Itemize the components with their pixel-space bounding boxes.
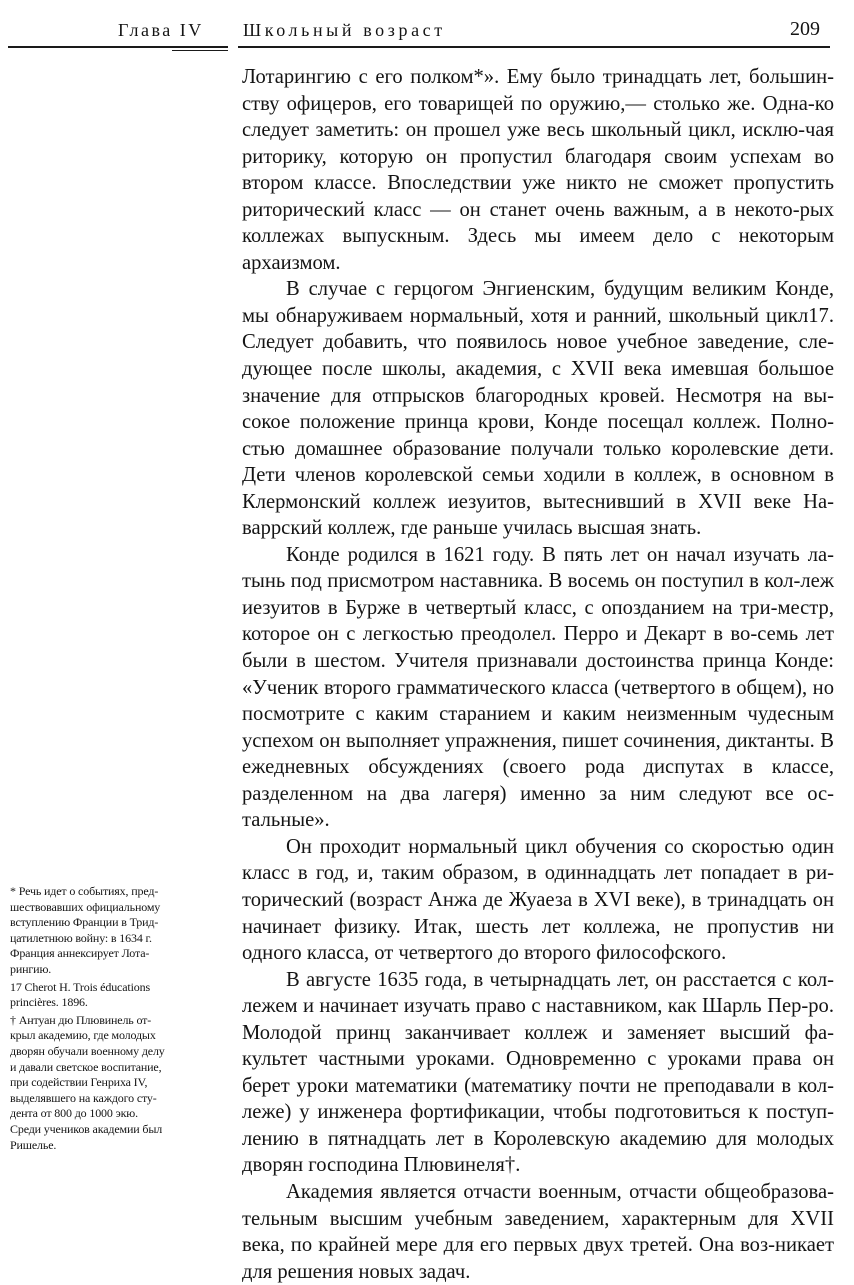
text-line: риторический класс — он станет очень важным, а в некото- [242, 198, 800, 221]
footnote-line: шествовавших официальному [10, 899, 161, 914]
text-line: он начинает физику. Итак, шесть лет коллежа, не пропустив ни [242, 888, 834, 938]
text-line: чая риторику, которую он пропустил благодаря своим успехам во [242, 119, 834, 168]
text-line: ро. Молодой принц заканчивает коллеж и заменяет высший фа- [242, 995, 834, 1044]
text-line: леже) у инженера фортификации, чтобы подготовиться к поступ- [242, 1101, 834, 1124]
running-header [0, 0, 854, 60]
text-line: XVII века, по крайней мере для его первых двух третей. Она воз- [242, 1207, 834, 1257]
footnote-line: цатилетнюю войну: в 1634 г. [10, 930, 152, 945]
text-line: класс в год, и, таким образом, в одиннадцать лет попадает в ри- [242, 862, 834, 885]
chapter-title: Школьный возраст [243, 20, 446, 40]
footnote-line: выделявшего на каждого сту- [10, 1090, 157, 1105]
footnote-line: при содействии Генриха IV, [10, 1075, 148, 1090]
text-line: торический (возраст Анжа де Жуаеза в XVI веке), в тринадцать [242, 888, 807, 911]
text-line: Академия является отчасти военным, отчасти общеобразова- [286, 1180, 834, 1203]
body-paragraph [242, 967, 834, 1179]
text-line: Лотарингию с его полком*». Ему было тринадцать лет, большин- [242, 66, 834, 88]
text-line: тынь под присмотром наставника. В восемь он поступил в кол- [242, 570, 801, 593]
footnote-line: и давали светское воспитание, [10, 1059, 162, 1074]
footnote-line: princières. 1896. [10, 995, 88, 1010]
text-line: втором классе. Впоследствии уже никто не сможет пропустить [242, 172, 834, 195]
text-line: Дети членов королевской семьи ходили в коллеж, в основном в [242, 464, 834, 487]
text-line: варрский коллеж, где раньше училась высшая знать. [242, 517, 702, 540]
text-line: одного класса, от четвертого до второго философского. [242, 942, 727, 965]
text-line: диктанты. В ежедневных обсуждениях (своего рода диспутах в [242, 729, 834, 779]
text-line: тальные». [242, 809, 330, 832]
footnotes [10, 884, 210, 1155]
footnote-line: Среди учеников академии был [10, 1121, 163, 1136]
header-rule-short [172, 50, 228, 51]
text-line: В августе 1635 года, в четырнадцать лет, он расстается с кол- [286, 968, 834, 991]
footnote-line: крыл академию, где молодых [10, 1028, 156, 1043]
body-paragraph [242, 542, 834, 834]
footnote-line: Франция аннексирует Лота- [10, 946, 150, 961]
text-line: общем), но посмотрите с каким старанием и каким неизменным [242, 676, 834, 726]
footnote-line: 17 Cherot H. Trois éducations [10, 979, 150, 994]
footnote-line: дента от 800 до 1000 экю. [10, 1106, 138, 1121]
body-paragraph [242, 64, 834, 276]
text-line: ству офицеров, его товарищей по оружию,— столько же. Одна- [242, 92, 815, 115]
text-line: мы обнаруживаем нормальный, хотя и ранний, школьный цикл17. [242, 304, 834, 327]
text-line: Конде родился в 1621 году. В пять лет он начал изучать ла- [286, 543, 834, 566]
text-line: дующее после школы, академия, с XVII века имевшая большое [242, 358, 834, 381]
text-line: берет уроки математики (математику почти не преподавали в кол- [242, 1074, 834, 1097]
header-rule-right [238, 46, 830, 48]
text-line: классе, разделенном на два лагеря) именно за ним следуют все ос- [242, 756, 834, 805]
header-rule-left [8, 46, 228, 48]
footnote-line: дворян обучали военному делу [10, 1043, 165, 1058]
footnote-line: * Речь идет о событиях, пред- [10, 884, 159, 898]
chapter-label: Глава IV [118, 20, 204, 40]
body-paragraph [242, 1179, 834, 1285]
text-line: дворян господина Плювинеля†. [242, 1154, 521, 1177]
body-paragraph [242, 276, 834, 541]
footnote [10, 980, 210, 1011]
text-line: тельным высшим учебным заведением, характерным для [242, 1207, 779, 1230]
footnote-line: Ришелье. [10, 1137, 57, 1152]
text-line: Следует добавить, что появилось новое учебное заведение, сле- [242, 331, 834, 354]
text-line: Он проходит нормальный цикл обучения со скоростью один [286, 835, 834, 858]
text-line: сокое положение принца крови, Конде посещал коллеж. Полно- [242, 411, 834, 434]
footnote [10, 884, 210, 978]
text-line: лежем и начинает изучать право с наставником, как Шарль Пер- [242, 995, 809, 1018]
text-line: семь лет были в шестом. Учителя признавали достоинства принца [242, 623, 835, 673]
main-text [242, 64, 834, 1285]
text-line: архаизмом. [242, 251, 341, 274]
text-line: Клермонский коллеж иезуитов, вытеснивший в XVII веке На- [242, 490, 834, 513]
text-line: рых коллежах выпускным. Здесь мы имеем дело с некоторым [242, 198, 834, 248]
text-line: чудесным успехом он выполняет упражнения, пишет сочинения, [242, 703, 834, 752]
text-line: В случае с герцогом Энгиенским, будущим великим Конде, [286, 278, 834, 301]
footnote-line: рингию. [10, 961, 52, 976]
page-number: 209 [790, 18, 820, 40]
text-line: стью домашнее образование получали только королевские дети. [242, 437, 834, 460]
footnote-line: вступлению Франции в Трид- [10, 915, 159, 930]
text-line: культет частными уроками. Одновременно с уроками права он [242, 1048, 834, 1071]
text-line: ко следует заметить: он прошел уже весь школьный цикл, исклю- [242, 92, 834, 142]
text-line: леж иезуитов в Бурже в четвертый класс, с опозданием на три- [242, 570, 834, 619]
footnote [10, 1013, 210, 1153]
text-line: никает для решения новых задач. [242, 1234, 834, 1283]
text-line: Конде: «Ученик второго грамматического класса (четвертого в [242, 650, 835, 699]
text-line: значение для отпрысков благородных кровей. Несмотря на вы- [242, 384, 834, 407]
text-line: местр, которое он с легкостью преодолел. Перро и Декарт в во- [242, 596, 834, 646]
body-paragraph [242, 834, 834, 967]
footnote-line: † Антуан дю Плювинель от- [10, 1012, 152, 1027]
text-line: лению в пятнадцать лет в Королевскую академию для молодых [242, 1127, 834, 1150]
